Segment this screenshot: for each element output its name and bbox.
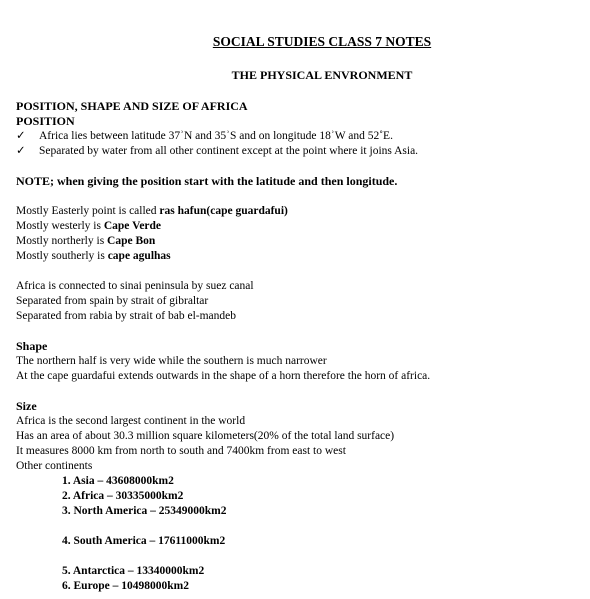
point-text: Mostly Easterly point is called xyxy=(16,205,160,217)
point-line xyxy=(16,204,581,219)
point-name: cape agulhas xyxy=(107,250,171,262)
size-line: Other continents xyxy=(16,460,93,472)
connection-line: Africa is connected to sinai peninsula by suez canal xyxy=(16,280,254,292)
note-text: NOTE; when giving the position start with the latitude and then longitude. xyxy=(16,174,398,188)
point-name: Cape Bon xyxy=(107,235,156,247)
size-line: Africa is the second largest continent in the world xyxy=(16,415,246,427)
document-title: SOCIAL STUDIES CLASS 7 NOTES xyxy=(212,34,432,49)
point-name: Cape Verde xyxy=(103,220,162,232)
point-name: ras hafun(cape guardafui) xyxy=(159,205,288,217)
document-subtitle: THE PHYSICAL ENVRONMENT xyxy=(231,68,413,82)
shape-line: At the cape guardafui extends outwards in the shape of a horn therefore the horn of africa. xyxy=(16,370,431,382)
point-text: Mostly southerly is xyxy=(16,250,108,262)
bullet-item xyxy=(16,144,581,159)
document-body xyxy=(16,99,581,594)
list-item: 3. North America – 25349000km2 xyxy=(62,505,227,517)
bullet-text: Africa lies between latitude 37ʾN and 35ʾS and on longitude 18ʾW and 52˚E. xyxy=(39,130,393,142)
list-item: 4. South America – 17611000km2 xyxy=(62,535,226,547)
checkmark-icon: ✓ xyxy=(16,145,26,157)
bullet-text: Separated by water from all other continent except at the point where it joins Asia. xyxy=(39,145,419,157)
list-item: 5. Antarctica – 13340000km2 xyxy=(62,565,205,577)
shape-line: The northern half is very wide while the southern is much narrower xyxy=(16,355,327,367)
point-line xyxy=(16,219,581,234)
point-line xyxy=(16,234,581,249)
point-line xyxy=(16,249,581,264)
continent-list xyxy=(62,474,581,594)
checkmark-icon: ✓ xyxy=(16,130,26,142)
point-text: Mostly westerly is xyxy=(16,220,104,232)
point-text: Mostly northerly is xyxy=(16,235,108,247)
list-item: 2. Africa – 30335000km2 xyxy=(62,490,184,502)
size-line: Has an area of about 30.3 million square kilometers(20% of the total land surface) xyxy=(16,430,395,442)
list-item: 1. Asia – 43608000km2 xyxy=(62,475,174,487)
heading-size: Size xyxy=(16,399,37,413)
heading-main: POSITION, SHAPE AND SIZE OF AFRICA xyxy=(16,99,248,113)
heading-shape: Shape xyxy=(16,339,48,353)
connection-line: Separated from rabia by strait of bab el-mandeb xyxy=(16,310,237,322)
connection-line: Separated from spain by strait of gibraltar xyxy=(16,295,209,307)
list-item: 6. Europe – 10498000km2 xyxy=(62,580,189,592)
size-line: It measures 8000 km from north to south and 7400km from east to west xyxy=(16,445,346,457)
heading-position: POSITION xyxy=(16,114,75,128)
bullet-item xyxy=(16,129,581,144)
